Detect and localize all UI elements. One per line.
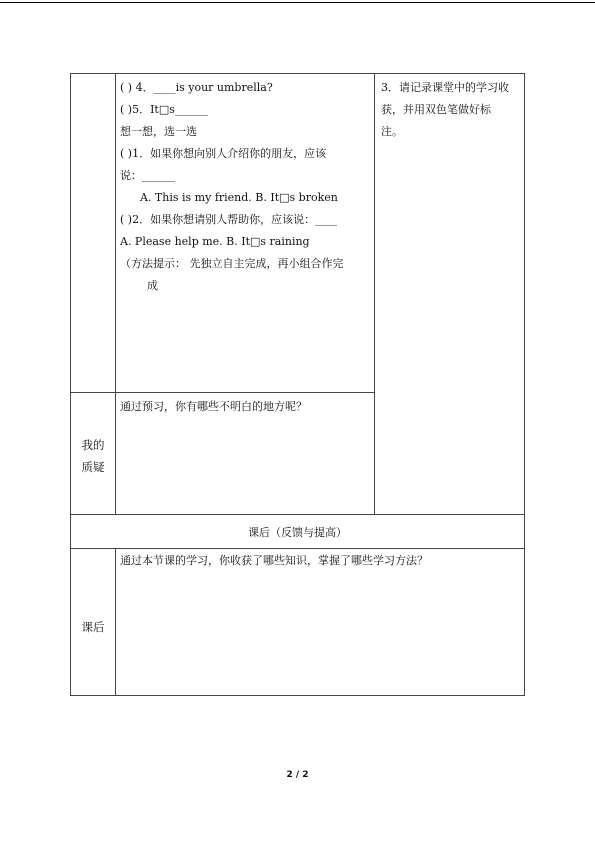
section-title: 想一想，选一选 xyxy=(120,125,197,138)
record-line-3: 注。 xyxy=(381,125,403,138)
choice-1-question: ( )1．如果你想向别人介绍你的朋友，应该 xyxy=(120,147,327,160)
column-divider-after xyxy=(115,548,116,695)
after-class-header: 课后（反馈与提高） xyxy=(248,526,347,539)
study-plan-table xyxy=(70,73,525,696)
header-rule xyxy=(0,2,595,3)
row-divider-after-header xyxy=(71,514,524,515)
record-line-2: 获，并用双色笔做好标 xyxy=(381,103,491,116)
column-divider-left xyxy=(115,74,116,514)
choice-1-question-cont: 说：______ xyxy=(120,169,175,182)
column-divider-right xyxy=(374,74,375,514)
choice-2-question: ( )2．如果你想请别人帮助你，应该说：____ xyxy=(120,213,338,226)
record-line-1: 3．请记录课堂中的学习收 xyxy=(381,81,509,94)
row-divider-after-body xyxy=(71,548,524,549)
after-class-prompt: 通过本节课的学习，你收获了哪些知识，掌握了哪些学习方法？ xyxy=(120,554,428,567)
choice-2-options: A. Please help me. B. It□s raining xyxy=(120,235,310,248)
row-divider-questions xyxy=(71,392,374,393)
record-cell xyxy=(381,77,521,143)
questions-prompt: 通过预习，你有哪些不明白的地方呢？ xyxy=(120,400,307,413)
method-tip: （方法提示： 先独立自主完成，再小组合作完 xyxy=(120,257,344,270)
questions-label-line-1: 我的 xyxy=(81,438,105,452)
exercise-q4: ( ) 4．____is your umbrella? xyxy=(120,81,273,94)
exercise-cell xyxy=(120,77,372,297)
choice-1-options: A. This is my friend. B. It□s broken xyxy=(140,191,338,204)
method-tip-cont: 成 xyxy=(147,279,158,292)
exercise-q5: ( )5．It□s______ xyxy=(120,103,208,116)
after-class-label: 课后 xyxy=(81,620,105,634)
page-number: 2 / 2 xyxy=(286,770,309,780)
questions-label-line-2: 质疑 xyxy=(81,460,105,474)
questions-label xyxy=(71,434,115,478)
